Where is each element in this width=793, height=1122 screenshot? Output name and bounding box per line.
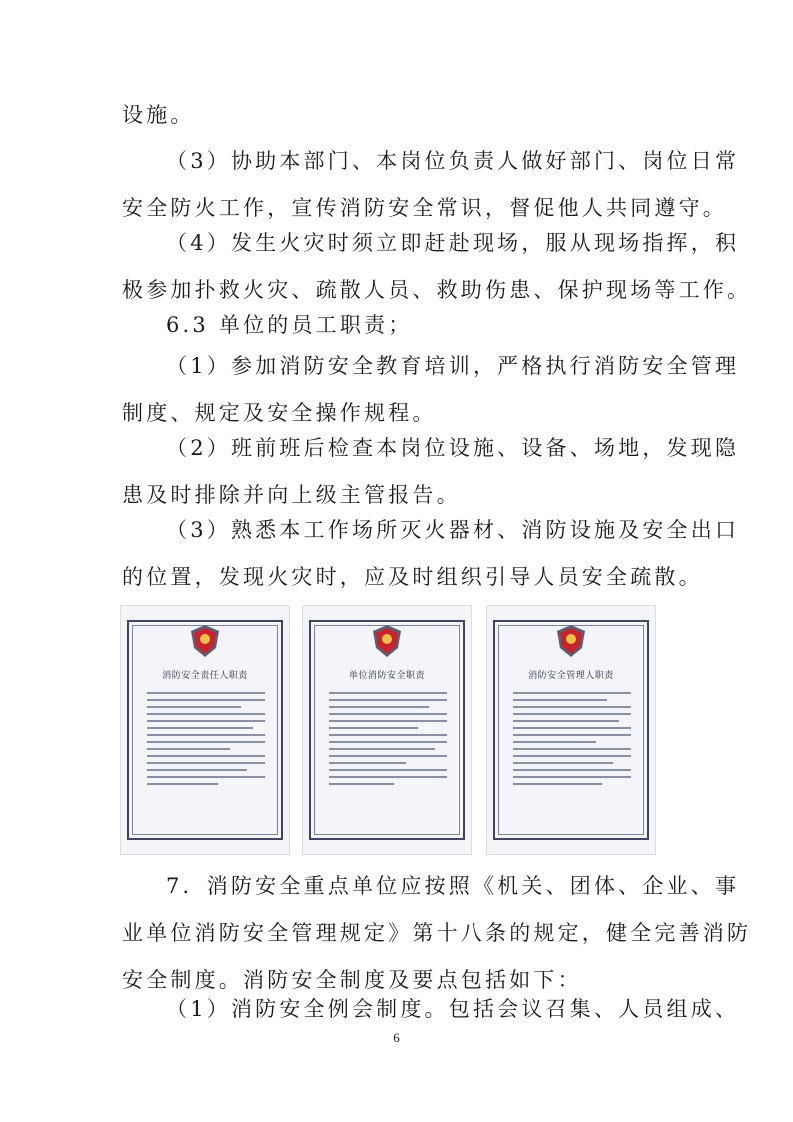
duty-posters-image: [120, 605, 676, 855]
paragraph-staff-duty-1: [122, 348, 740, 431]
text-line: （3）熟悉本工作场所灭火器材、消防设施及安全出口: [166, 518, 740, 542]
poster-frame: [309, 620, 465, 840]
text-line: 安全防火工作，宣传消防安全常识，督促他人共同遵守。: [122, 196, 727, 220]
poster-fire-safety-responsible-person: [120, 605, 290, 855]
paragraph-staff-duty-2: [122, 430, 740, 513]
poster-frame: [493, 620, 649, 840]
poster-body-text: [513, 692, 631, 790]
page-number: 6: [393, 1030, 400, 1045]
poster-unit-fire-safety: [302, 605, 472, 855]
text-line: （1）参加消防安全教育培训，严格执行消防安全管理: [166, 354, 740, 378]
fire-emblem-icon: [371, 624, 403, 658]
poster-title: 消防安全管理人职责: [528, 671, 614, 681]
text-line: 业单位消防安全管理规定》第十八条的规定，健全完善消防: [122, 921, 752, 945]
text-line: 设施。: [122, 103, 195, 127]
fire-emblem-icon: [555, 624, 587, 658]
poster-frame: [127, 620, 283, 840]
section-heading-6-3: [122, 307, 674, 343]
poster-title: 消防安全责任人职责: [162, 671, 248, 681]
paragraph-system-1: [122, 991, 740, 1027]
text-line: （1）消防安全例会制度。包括会议召集、人员组成、: [166, 997, 740, 1021]
fire-emblem-icon: [189, 624, 221, 658]
text-line: 患及时排除并向上级主管报告。: [122, 483, 461, 507]
text-line: 制度、规定及安全操作规程。: [122, 401, 437, 425]
text-line: （4）发生火灾时须立即赶赴现场，服从现场指挥，积: [166, 231, 740, 255]
paragraph-staff-duty-3: [122, 512, 740, 595]
poster-body-text: [147, 692, 265, 790]
paragraph-duty-3: [122, 143, 740, 226]
text-line: 的位置，发现火灾时，应及时组织引导人员安全疏散。: [122, 565, 703, 589]
text-line: （2）班前班后检查本岗位设施、设备、场地，发现隐: [166, 436, 740, 460]
paragraph-continuation: [122, 97, 674, 133]
text-line: 6.3 单位的员工职责；: [166, 313, 413, 337]
poster-fire-safety-manager: [486, 605, 656, 855]
poster-title: 单位消防安全职责: [348, 671, 425, 681]
text-line: 安全制度。消防安全制度及要点包括如下：: [122, 968, 582, 992]
text-line: （3）协助本部门、本岗位负责人做好部门、岗位日常: [166, 149, 740, 173]
text-line: 极参加扑救火灾、疏散人员、救助伤患、保护现场等工作。: [122, 278, 752, 302]
text-line: 7．消防安全重点单位应按照《机关、团体、企业、事: [166, 874, 740, 898]
paragraph-duty-4: [122, 225, 752, 308]
poster-body-text: [329, 692, 447, 790]
paragraph-section-7: [122, 868, 752, 998]
